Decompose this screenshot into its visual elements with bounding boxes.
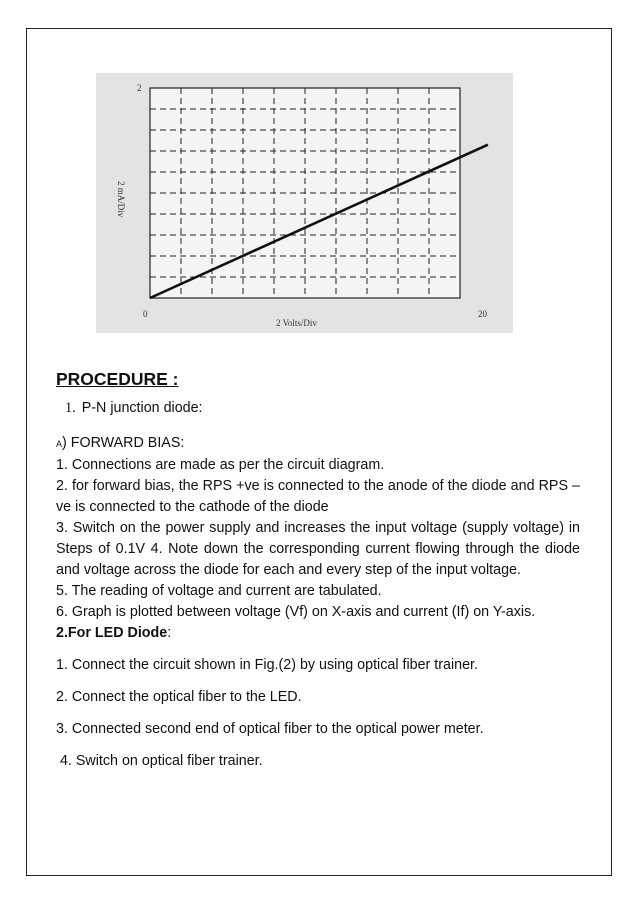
led-colon: : — [167, 625, 172, 641]
procedure-section — [56, 366, 580, 772]
led-step-1: 1. Connect the circuit shown in Fig.(2) by using optical fiber trainer. — [56, 657, 478, 673]
step-6: 6. Graph is plotted between voltage (Vf) on X-axis and current (If) on Y-axis. — [56, 604, 536, 620]
y-max-label: 2 — [137, 83, 142, 93]
forward-letter: A — [56, 439, 63, 449]
y-axis-label: 2 mA/Div — [116, 181, 126, 218]
step-5: 5. The reading of voltage and current are tabulated. — [56, 583, 382, 599]
led-title: 2.For LED Diode — [56, 625, 168, 641]
vi-graph — [96, 73, 513, 333]
item-number: 1. — [65, 400, 76, 416]
step-1: 1. Connections are made as per the circuit diagram. — [56, 457, 385, 473]
step-3: 3. Switch on the power supply and increases the input voltage (supply voltage) in Steps of 0.1V 4. Note down the corresponding current flowing through the diode and voltage across the diode for each and every step of the input voltage. — [56, 520, 580, 578]
item-label: P-N junction diode: — [81, 400, 203, 416]
vi-graph-figure — [96, 73, 513, 333]
x-axis-label: 2 Volts/Div — [276, 318, 317, 328]
procedure-heading: PROCEDURE : — [56, 369, 179, 389]
item-pn-junction — [65, 398, 580, 419]
x-max-label: 20 — [478, 309, 487, 319]
forward-title: ) FORWARD BIAS: — [62, 435, 185, 451]
led-step-2: 2. Connect the optical fiber to the LED. — [56, 689, 302, 705]
led-step-4: 4. Switch on optical fiber trainer. — [56, 753, 263, 769]
x-min-label: 0 — [143, 309, 148, 319]
forward-bias-title — [56, 433, 580, 455]
step-2: 2. for forward bias, the RPS +ve is connected to the anode of the diode and RPS –ve is connected to the cathode of the diode — [56, 478, 580, 515]
led-diode-title — [56, 623, 580, 644]
led-step-3: 3. Connected second end of optical fiber to the optical power meter. — [56, 721, 484, 737]
